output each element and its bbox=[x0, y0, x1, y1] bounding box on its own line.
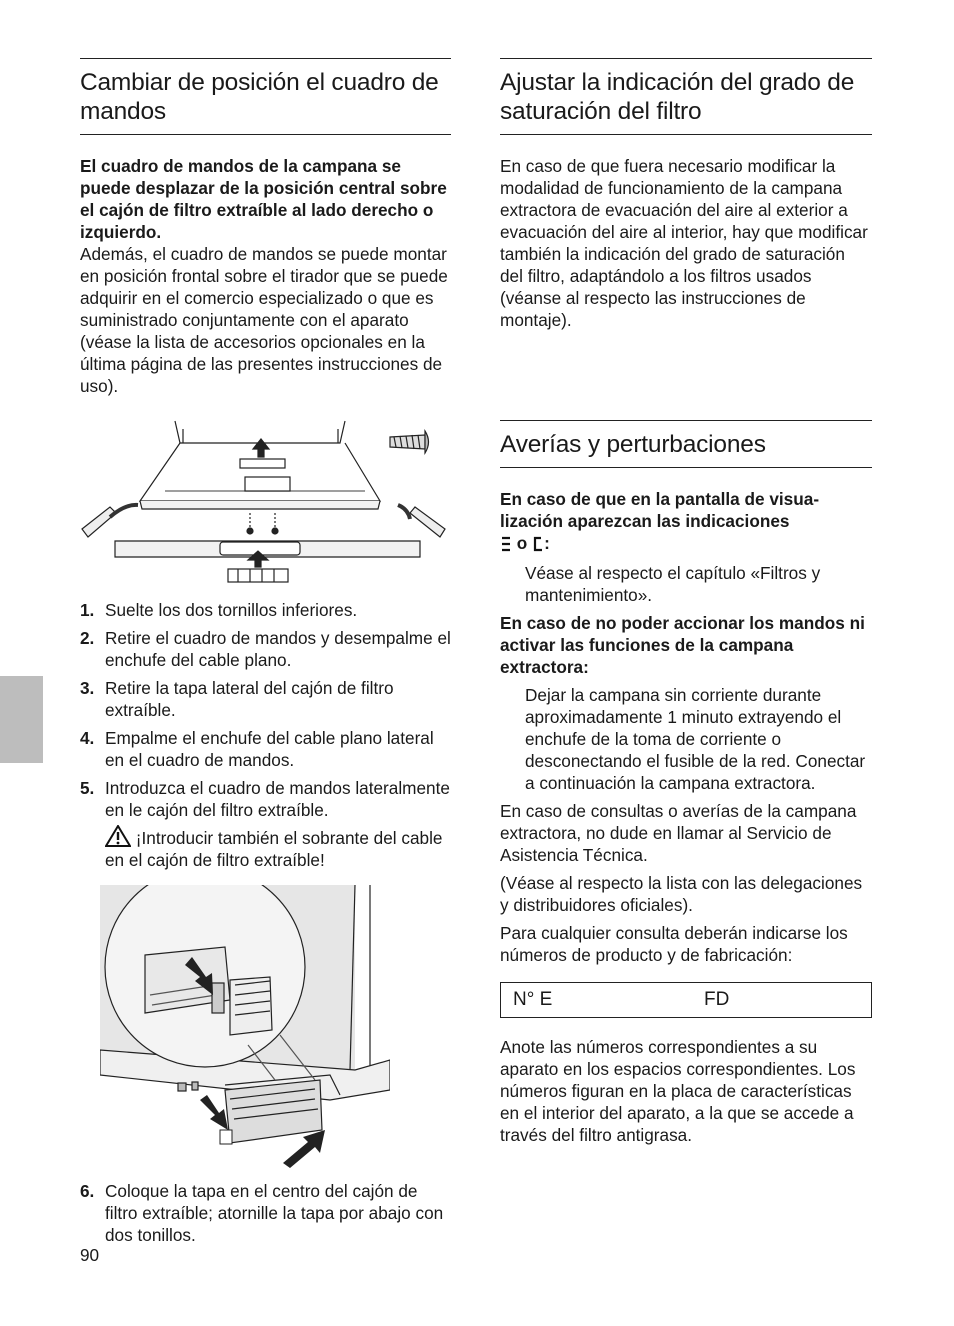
step-item: 6. Coloque la tapa en el centro del cajón de filtro extraíble; atornille la tapa por abajo con dos tonillos. bbox=[80, 1181, 444, 1245]
chapter-tab bbox=[0, 676, 43, 763]
rating-plate-paragraph: Anote las números correspondientes a su aparato en los espacios correspondientes. Los números figuran en la placa de características en el interior del aparato, a la que se accede a través del filtro antigrasa. bbox=[500, 1037, 856, 1145]
fault-question-1: En caso de que en la pantalla de visualización aparezcan las indicaciones o : bbox=[500, 489, 820, 553]
step-item: 1. Suelte los dos tornillos inferiores. bbox=[80, 600, 358, 620]
warning-note bbox=[105, 825, 451, 871]
arrow-icon bbox=[283, 1130, 325, 1168]
delegations-paragraph: (Véase al respecto la lista con las delegaciones y distribuidores oficiales). bbox=[500, 873, 863, 915]
fault-answer-2: Dejar la campana sin corriente durante aproximadamente 1 minuto extrayendo el enchufe de la toma de corriente o desconectando el fusible de la red. Conectar a continuación la campana extractora. bbox=[525, 685, 866, 793]
display-code-icon bbox=[500, 536, 512, 552]
section-header-filter bbox=[500, 58, 872, 135]
product-numbers-paragraph: Para cualquier consulta deberán indicarse los números de producto y de fabricación: bbox=[500, 923, 848, 965]
step-item: 4. Empalme el enchufe del cable plano lateral en el cuadro de mandos. bbox=[80, 728, 434, 770]
fd-number-label: FD bbox=[704, 989, 730, 1010]
e-number-label: N° E bbox=[513, 989, 553, 1010]
fault-question-2: En caso de no poder accionar los mandos ni activar las funciones de la campana extractora: bbox=[500, 613, 865, 677]
control-panel-figure bbox=[80, 409, 451, 589]
step-item: 2. Retire el cuadro de mandos y desempalme el enchufe del cable plano. bbox=[80, 628, 451, 670]
product-number-box bbox=[500, 982, 872, 1018]
arrow-icon bbox=[200, 1095, 228, 1130]
left-column bbox=[80, 58, 451, 1252]
section-title: Averías y perturbaciones bbox=[500, 431, 766, 458]
steps-list-continued bbox=[80, 1180, 451, 1246]
step-item: 5. Introduzca el cuadro de mandos lateralmente en le cajón del filtro extraíble. ¡Introducir también el sobrante del cable en el cajón de filtro extraíble! bbox=[80, 778, 450, 870]
warning-text: ¡Introducir también el sobrante del cable en el cajón de filtro extraíble! bbox=[105, 828, 443, 870]
steps-list bbox=[80, 599, 451, 871]
section-header-faults bbox=[500, 420, 872, 468]
screw-icon bbox=[390, 431, 429, 453]
filter-paragraph: En caso de que fuera necesario modificar la modalidad de funcionamiento de la campana extractora de evacuación del aire al exterior a evacuación del aire al interior, hay que modificar también la indicación del grado de saturación del filtro, adaptándolo a los filtros usados (véanse al respecto las instrucciones de montaje). bbox=[500, 156, 868, 330]
step-item: 3. Retire la tapa lateral del cajón de filtro extraíble. bbox=[80, 678, 394, 720]
fault-answer-1: Véase al respecto el capítulo «Filtros y mantenimiento». bbox=[525, 563, 821, 605]
drawer-insertion-figure bbox=[100, 885, 390, 1170]
right-column bbox=[500, 58, 872, 1146]
section-title: Ajustar la indicación del grado de saturación del filtro bbox=[500, 69, 855, 125]
intro-bold-paragraph: El cuadro de mandos de la campana se puede desplazar de la posición central sobre el cajón de filtro extraíble al lado derecho o izquierdo. bbox=[80, 156, 447, 242]
section-header-control-panel bbox=[80, 58, 451, 135]
warning-triangle-icon bbox=[105, 825, 131, 847]
page-number: 90 bbox=[80, 1245, 100, 1265]
display-code-icon bbox=[532, 536, 544, 552]
service-paragraph: En caso de consultas o averías de la campana extractora, no dude en llamar al Servicio de Asistencia Técnica. bbox=[500, 801, 857, 865]
section-title: Cambiar de posición el cuadro de mandos bbox=[80, 69, 439, 125]
intro-paragraph: Además, el cuadro de mandos se puede montar en posición frontal sobre el tirador que se puede adquirir en el comercio especializado o que es suministrado conjuntamente con el aparato (véase la lista de accesorios opcionales en la última página de las presentes instrucciones de uso). bbox=[80, 244, 448, 396]
